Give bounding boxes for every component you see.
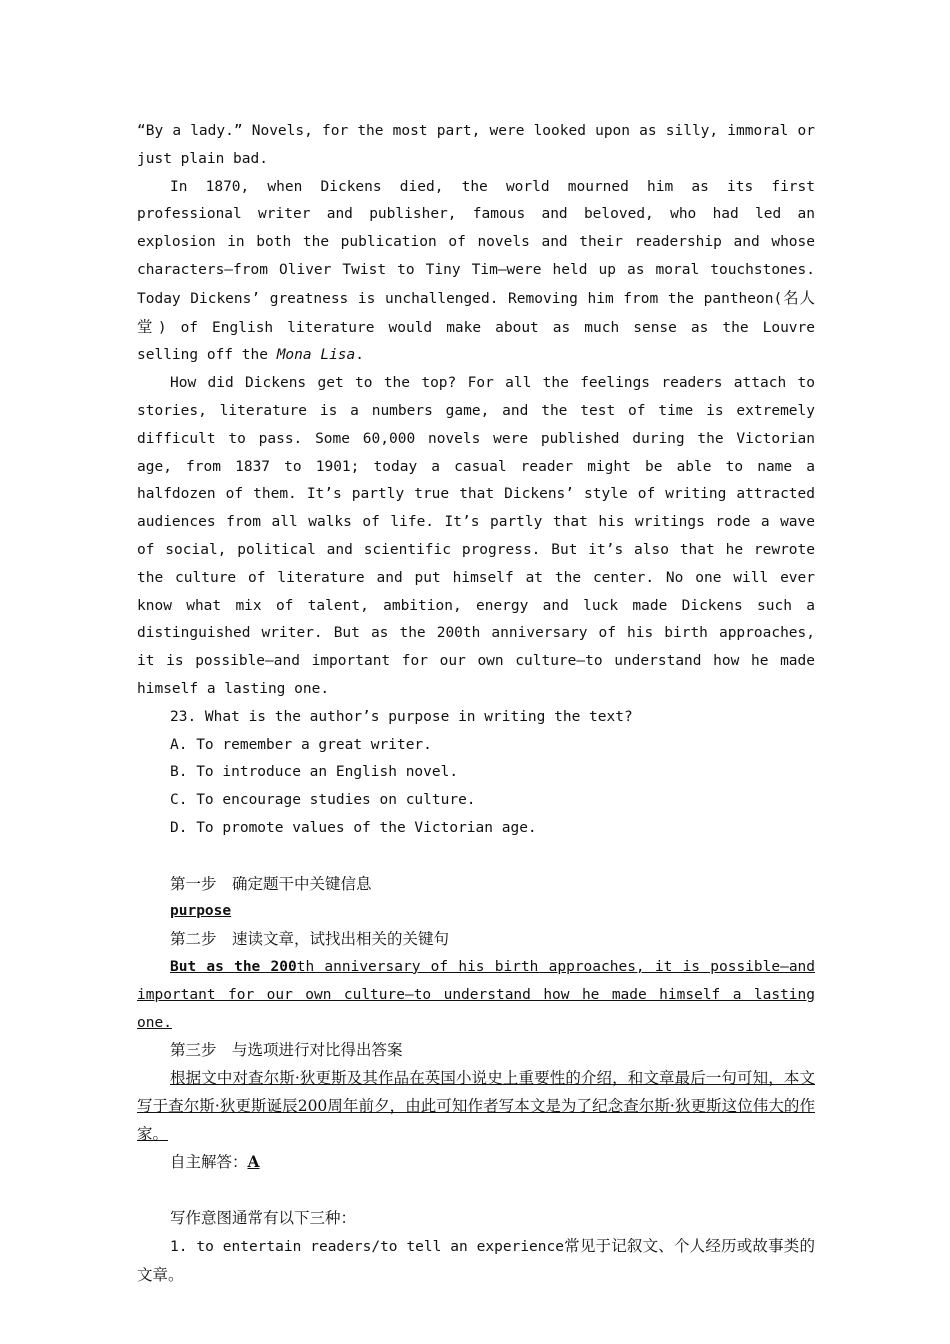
option-d: D. To promote values of the Victorian age.	[170, 819, 537, 836]
question-stem: 23. What is the author’s purpose in writing the text?	[170, 708, 633, 725]
self-answer: 自主解答：A	[170, 1152, 260, 1172]
step-1-heading: 第一步 确定题干中关键信息	[170, 874, 372, 893]
passage-paragraph-1: In 1870, when Dickens died, the world mourned him as its first professional writer and publisher, famous and beloved, who had led an explosion in both the publication of novels and their readership and whose characters—from Oliver Twist to Tiny Tim—were held up as moral touchstones. Today Dickens’ greatness is unchallenged. Removing him from the pantheon(名人堂) of English literature would make about as much sense as the Louvre selling off the Mona Lisa.	[137, 178, 815, 364]
keyword: purpose	[170, 903, 232, 920]
option-c: C. To encourage studies on culture.	[170, 792, 476, 809]
tips-intro: 写作意图通常有以下三种：	[170, 1209, 357, 1228]
explanation: 根据文中对查尔斯·狄更斯及其作品在英国小说史上重要性的介绍，和文章最后一句可知，本文写于查尔斯·狄更斯诞辰200周年前夕，由此可知作者写本文是为了纪念查尔斯·狄更斯这位伟大的作家。	[137, 1069, 815, 1143]
spacer	[137, 843, 815, 871]
passage-paragraph-2: How did Dickens get to the top? For all the feelings readers attach to stories, literature is a numbers game, and the test of time is extremely difficult to pass. Some 60,000 novels were published during the Victorian age, from 1837 to 1901; today a casual reader might be able to name a halfdozen of them. It’s partly true that Dickens’ style of writing attracted audiences from all walks of life. It’s partly that his writings rode a wave of social, political and scientific progress. But it’s also that he rewrote the culture of literature and put himself at the center. No one will ever know what mix of talent, ambition, energy and luck made Dickens such a distinguished writer. But as the 200th anniversary of his birth approaches, it is possible—and important for our own culture—to understand how he made himself a lasting one.	[137, 375, 815, 697]
mona-lisa-title: Mona Lisa	[276, 347, 356, 364]
answer-value: A	[247, 1152, 260, 1172]
option-a: A. To remember a great writer.	[170, 736, 432, 753]
document-page	[137, 118, 815, 1290]
step-2-heading: 第二步 速读文章，试找出相关的关键句	[170, 930, 450, 949]
pantheon-gloss: 名人堂	[137, 288, 815, 336]
tips-item-1: 1. to entertain readers/to tell an experience常见于记叙文、个人经历或故事类的文章。	[137, 1236, 815, 1284]
key-sentence: But as the 200th anniversary of his birth approaches, it is possible—and important for our own culture—to understand how he made himself a lasting one.	[137, 958, 816, 1031]
option-b: B. To introduce an English novel.	[170, 764, 459, 781]
step-3-heading: 第三步 与选项进行对比得出答案	[170, 1041, 403, 1060]
spacer	[137, 1177, 815, 1205]
passage-paragraph-0: “By a lady.” Novels, for the most part, were looked upon as silly, immoral or just plain bad.	[137, 123, 815, 167]
